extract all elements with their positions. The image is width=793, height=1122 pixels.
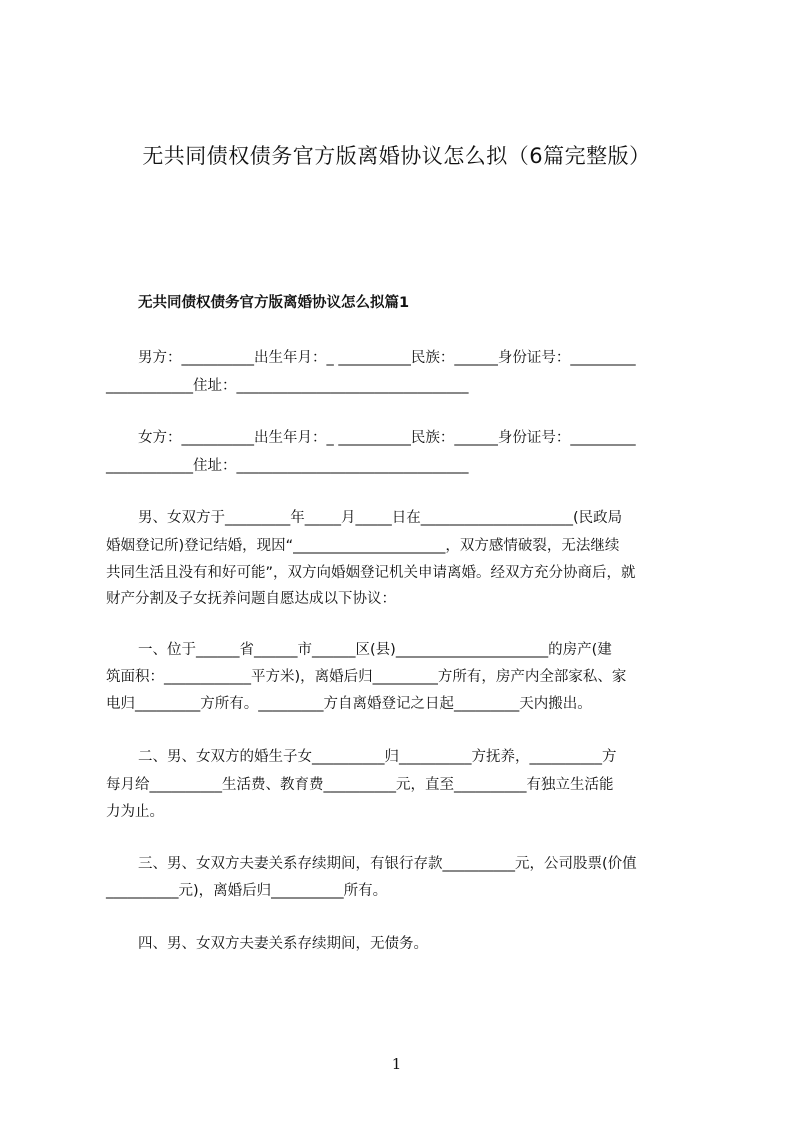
man-info-line-2: ____________住址：________________________________	[106, 378, 469, 394]
marriage-paragraph-line-4: 财产分割及子女抚养问题自愿达成以下协议：	[106, 591, 396, 607]
clause-2-line-1: 二、男、女双方的婚生子女__________归__________方抚养，__________方	[138, 749, 617, 765]
man-info-line-1: 男方：__________出生年月：_ __________民族：______身份证号：_________	[138, 350, 636, 366]
clause-2-line-2: 每月给__________生活费、教育费__________元，直至__________有独立生活能	[106, 777, 614, 793]
document-title: 无共同债权债务官方版离婚协议怎么拟（6篇完整版）	[142, 144, 651, 168]
clause-3-line-2: __________元)，离婚后归__________所有。	[106, 883, 388, 899]
clause-1-line-1: 一、位于______省______市______区(县)_____________________的房产(建	[138, 642, 612, 658]
marriage-paragraph-line-1: 男、女双方于_________年_____月_____日在_____________________(民政局	[138, 510, 623, 526]
clause-1-line-3: 电归_________方所有。_________方自离婚登记之日起_________天内搬出。	[106, 696, 592, 712]
clause-1-line-2: 筑面积：____________平方米)，离婚后归_________方所有，房产内全部家私、家	[106, 669, 627, 685]
woman-info-line-2: ____________住址：________________________________	[106, 458, 469, 474]
page-number: 1	[391, 1055, 402, 1073]
marriage-paragraph-line-2: 婚姻登记所)登记结婚，现因“_____________________，双方感情破裂，无法继续	[106, 538, 620, 554]
clause-2-line-3: 力为止。	[106, 804, 164, 820]
woman-info-line-1: 女方：__________出生年月：_ __________民族：______身份证号：_________	[138, 430, 636, 446]
section-heading: 无共同债权债务官方版离婚协议怎么拟篇1	[138, 295, 410, 311]
marriage-paragraph-line-3: 共同生活且没有和好可能”，双方向婚姻登记机关申请离婚。经双方充分协商后，就	[106, 565, 636, 581]
clause-3-line-1: 三、男、女双方夫妻关系存续期间，有银行存款__________元，公司股票(价值	[138, 856, 637, 872]
clause-4-line-1: 四、男、女双方夫妻关系存续期间，无债务。	[138, 936, 428, 952]
